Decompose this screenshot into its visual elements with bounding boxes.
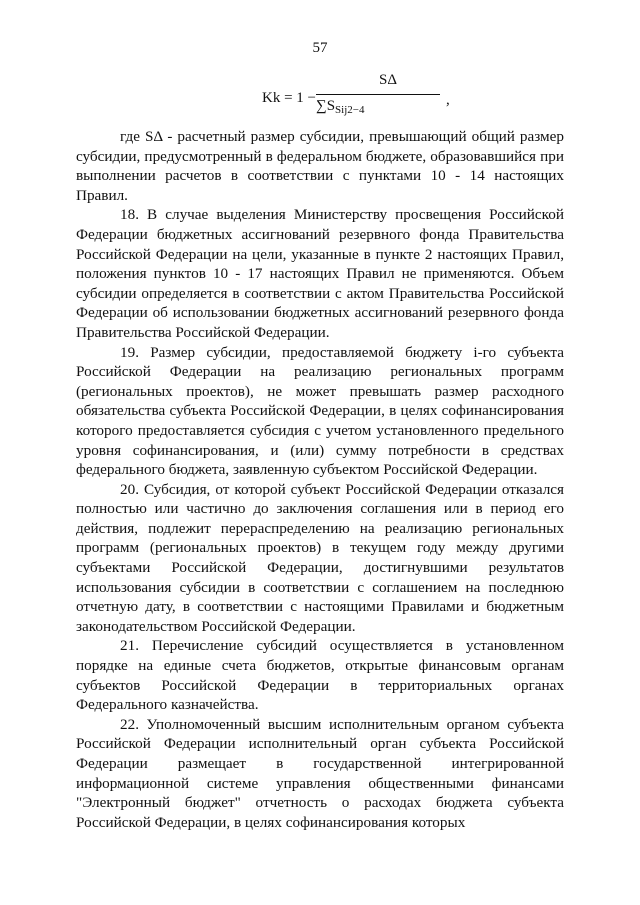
denominator-base: S xyxy=(326,98,336,114)
formula-comma: , xyxy=(446,92,450,108)
paragraph-18: 18. В случае выделения Министерству просвещения Российской Федерации бюджетных ассигнований резервного фонда Правительства Российской Федерации на цели, указанные в пункте 2 настоящих Правил, положения пунктов 10 - 17 настоящих Правил не применяются. Объем субсидии определяется в соответствии с актом Правительства Российской Федерации об использовании бюджетных ассигнований резервного фонда Правительства Российской Федерации. xyxy=(76,206,564,341)
formula-lhs: Kk = 1 − xyxy=(262,90,317,106)
paragraph-22: 22. Уполномоченный высшим исполнительным органом субъекта Российской Федерации исполнительный орган субъекта Российской Федерации размещает в государственной интегрированной информационной системе управления общественными финансами "Электронный бюджет" отчетность о расходах бюджета субъекта Российской Федерации, в целях софинансирования которых xyxy=(76,715,564,831)
formula-numerator: SΔ xyxy=(379,72,397,88)
paragraph-20: 20. Субсидия, от которой субъект Российской Федерации отказался полностью или частично до заключения соглашения или в период его действия, подлежит перераспределению на реализацию региональных программ (региональных проектов) в текущем году между другими субъектами Российской Федерации, достигнувшими результатов использования субсидии в соответствии с соглашением на последнюю отчетную дату, в соответствии с настоящими Правилами и бюджетным законодательством Российской Федерации. xyxy=(76,480,564,635)
body-text xyxy=(76,127,564,832)
page-number: 57 xyxy=(312,40,328,56)
fraction-bar xyxy=(316,94,440,95)
paragraph-21: 21. Перечисление субсидий осуществляется в установленном порядке на единые счета бюджетов, открытые финансовым органам субъектов Российской Федерации в территориальных органах Федерального казначейства. xyxy=(76,637,564,714)
paragraph-19: 19. Размер субсидии, предоставляемой бюджету i-го субъекта Российской Федерации на реализацию региональных программ (региональных проектов), не может превышать размер расходного обязательства субъекта Российской Федерации, в целях софинансирования которого предоставляется субсидия с учетом установленного предельного уровня софинансирования, и (или) сумму потребности в средствах федерального бюджета, заявленную субъектом Российской Федерации. xyxy=(76,343,564,479)
sum-symbol: ∑ xyxy=(316,98,327,114)
denominator-subscript: Sij2−4 xyxy=(335,104,365,116)
formula-denominator xyxy=(316,98,364,115)
paragraph-definition: где SΔ - расчетный размер субсидии, превышающий общий размер субсидии, предусмотренный в федеральном бюджете, образовавшийся при выполнении расчетов в соответствии с пунктами 10 - 14 настоящих Правил. xyxy=(76,128,564,204)
